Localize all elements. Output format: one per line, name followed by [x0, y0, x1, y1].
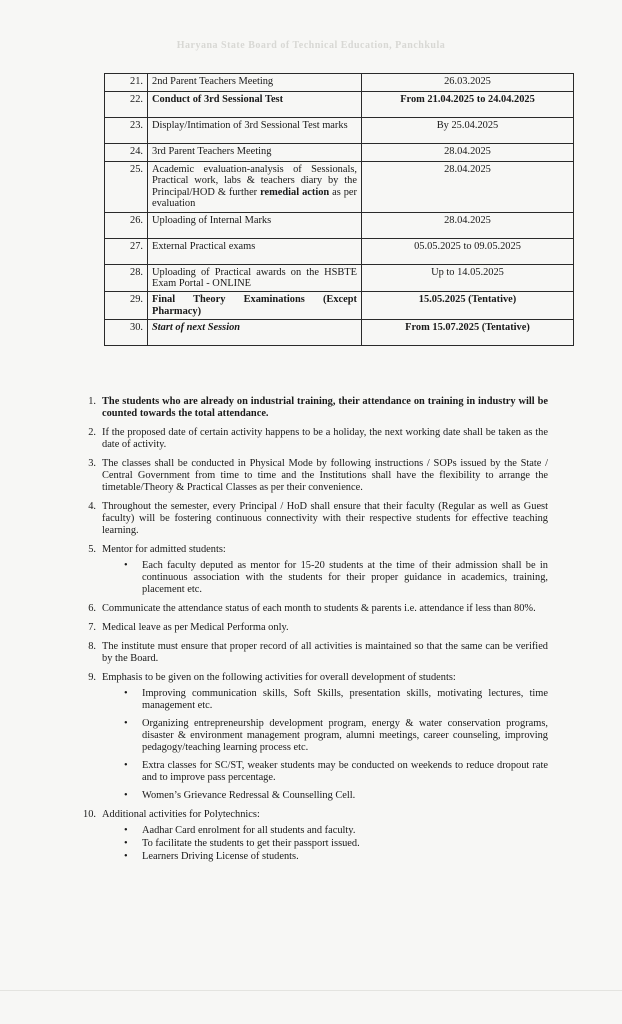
note-text: The classes shall be conducted in Physical Mode by following instructions / SOPs issued by the State / Central Government from time to time and the Institutions shall have the flexibility to arrange the timetable/Theory & Practical Classes as per their convenience. [102, 458, 548, 493]
row-date: By 25.04.2025 [362, 118, 574, 144]
bullet-text: Organizing entrepreneurship development program, energy & water conservation programs, disaster & environment management program, alumni meetings, career counseling, improving pedagogy/teaching learning process etc. [142, 718, 548, 753]
note-number: 9. [88, 672, 96, 683]
table-row [105, 238, 574, 264]
bullet-text: Learners Driving License of students. [142, 851, 299, 862]
table-row [105, 144, 574, 162]
note-number: 1. [88, 396, 96, 407]
note-item [78, 427, 548, 451]
table-row [105, 264, 574, 292]
bullet-item [102, 838, 548, 850]
note-number: 5. [88, 544, 96, 555]
note-text: The students who are already on industrial training, their attendance on training in industry will be counted towards the total attendance. [102, 396, 548, 419]
note-number: 4. [88, 501, 96, 512]
note-number: 6. [88, 603, 96, 614]
table-row [105, 74, 574, 92]
table-row [105, 92, 574, 118]
note-number: 2. [88, 427, 96, 438]
row-activity: External Practical exams [148, 238, 362, 264]
bullet-icon: • [124, 851, 128, 862]
table-row [105, 320, 574, 346]
page-divider [0, 990, 622, 991]
activity-emphasis: remedial action [260, 186, 330, 198]
row-activity: Academic evaluation-analysis of Sessionals, Practical work, labs & teachers diary by the Principal/HOD & further remedial action as per evaluation [148, 162, 362, 213]
note-item [78, 603, 548, 615]
row-number: 24. [105, 144, 148, 162]
row-number: 23. [105, 118, 148, 144]
note-item [78, 501, 548, 537]
bullet-item [102, 851, 548, 863]
note-number: 8. [88, 641, 96, 652]
note-item [78, 622, 548, 634]
bullet-icon: • [124, 560, 128, 571]
note-text: Communicate the attendance status of each month to students & parents i.e. attendance if less than 80%. [102, 603, 536, 614]
bullet-item [102, 718, 548, 754]
note-text: Additional activities for Polytechnics: [102, 809, 260, 820]
row-number: 29. [105, 292, 148, 320]
bullet-text: Improving communication skills, Soft Skills, presentation skills, motivating lectures, time management etc. [142, 688, 548, 711]
bullet-item [102, 760, 548, 784]
note-number: 3. [88, 458, 96, 469]
note-sublist [102, 560, 548, 596]
row-activity: Final Theory Examinations (Except Pharmacy) [148, 292, 362, 320]
row-number: 21. [105, 74, 148, 92]
bullet-item [102, 825, 548, 837]
row-date: 05.05.2025 to 09.05.2025 [362, 238, 574, 264]
row-activity: 3rd Parent Teachers Meeting [148, 144, 362, 162]
row-date: Up to 14.05.2025 [362, 264, 574, 292]
note-item [78, 641, 548, 665]
row-activity: Start of next Session [148, 320, 362, 346]
table-row [105, 292, 574, 320]
bullet-text: To facilitate the students to get their passport issued. [142, 838, 360, 849]
row-date: 28.04.2025 [362, 162, 574, 213]
bullet-icon: • [124, 838, 128, 849]
note-text: Mentor for admitted students: [102, 544, 226, 555]
row-date: From 15.07.2025 (Tentative) [362, 320, 574, 346]
bullet-text: Aadhar Card enrolment for all students and faculty. [142, 825, 356, 836]
note-number: 7. [88, 622, 96, 633]
note-sublist [102, 688, 548, 802]
bullet-item [102, 688, 548, 712]
bullet-icon: • [124, 760, 128, 771]
row-activity: 2nd Parent Teachers Meeting [148, 74, 362, 92]
row-number: 28. [105, 264, 148, 292]
row-date: 26.03.2025 [362, 74, 574, 92]
note-item [78, 396, 548, 420]
table-row [105, 212, 574, 238]
bullet-item [102, 790, 548, 802]
bullet-icon: • [124, 688, 128, 699]
row-date: From 21.04.2025 to 24.04.2025 [362, 92, 574, 118]
row-date: 15.05.2025 (Tentative) [362, 292, 574, 320]
bleed-through-heading: Haryana State Board of Technical Education, Panchkula [176, 40, 446, 51]
schedule-table [104, 73, 574, 346]
bullet-icon: • [124, 790, 128, 801]
row-number: 30. [105, 320, 148, 346]
table-row [105, 118, 574, 144]
table-row [105, 162, 574, 213]
note-text: Medical leave as per Medical Performa only. [102, 622, 289, 633]
row-activity: Uploading of Practical awards on the HSBTE Exam Portal - ONLINE [148, 264, 362, 292]
note-number: 10. [83, 809, 96, 820]
row-number: 27. [105, 238, 148, 264]
row-activity: Uploading of Internal Marks [148, 212, 362, 238]
bullet-text: Each faculty deputed as mentor for 15-20 students at the time of their admission shall be in continuous association with the students for their proper guidance in academics, training, placement etc. [142, 560, 548, 595]
note-text: Throughout the semester, every Principal / HoD shall ensure that their faculty (Regular as well as Guest faculty) will be fostering continuous connectivity with their respective students for effective teaching learning. [102, 501, 548, 536]
bullet-text: Extra classes for SC/ST, weaker students may be conducted on weekends to reduce dropout rate and to improve pass percentage. [142, 760, 548, 783]
row-date: 28.04.2025 [362, 212, 574, 238]
note-item [78, 672, 548, 802]
row-activity: Display/Intimation of 3rd Sessional Test marks [148, 118, 362, 144]
row-number: 22. [105, 92, 148, 118]
bullet-item [102, 560, 548, 596]
note-text: Emphasis to be given on the following activities for overall development of students: [102, 672, 456, 683]
note-sublist [102, 825, 548, 863]
row-number: 26. [105, 212, 148, 238]
note-item [78, 458, 548, 494]
note-text: If the proposed date of certain activity happens to be a holiday, the next working date shall be taken as the date of activity. [102, 427, 548, 450]
row-number: 25. [105, 162, 148, 213]
bullet-icon: • [124, 825, 128, 836]
note-item [78, 809, 548, 863]
notes-list [78, 396, 548, 870]
note-text: The institute must ensure that proper record of all activities is maintained so that the same can be verified by the Board. [102, 641, 548, 664]
row-activity: Conduct of 3rd Sessional Test [148, 92, 362, 118]
bullet-text: Women’s Grievance Redressal & Counselling Cell. [142, 790, 356, 801]
bullet-icon: • [124, 718, 128, 729]
note-item [78, 544, 548, 596]
row-date: 28.04.2025 [362, 144, 574, 162]
